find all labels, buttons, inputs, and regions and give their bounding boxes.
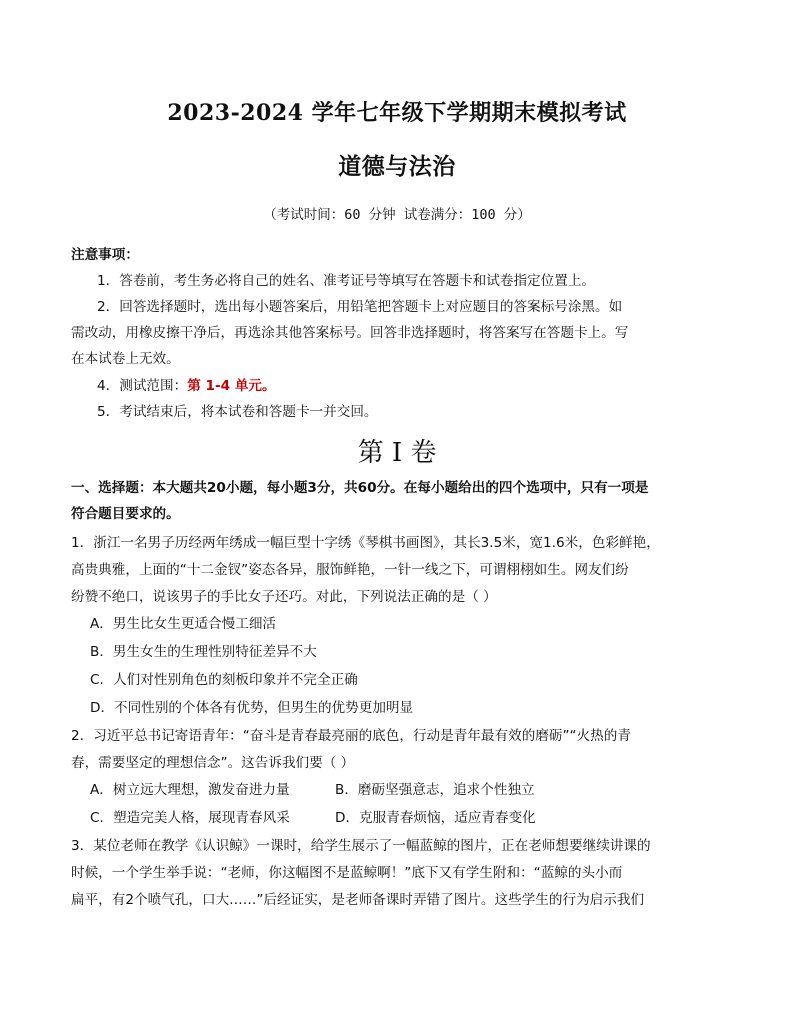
question-3-cont-2: 扁平，有2个喷气孔，口大……”后经证实，是老师备课时弄错了图片。这些学生的行为启示我们 xyxy=(71,892,645,908)
q2-option-c: C．塑造完美人格，展现青春风采 xyxy=(90,810,290,826)
q1-option-b: B．男生女生的生理性别特征差异不大 xyxy=(90,644,317,660)
volume-heading: 第 I 卷 xyxy=(357,438,437,468)
q1-option-a: A．男生比女生更适合慢工细活 xyxy=(90,616,277,632)
subject-title: 道德与法治 xyxy=(338,153,456,180)
q2-option-b: B．磨砺坚强意志，追求个性独立 xyxy=(335,782,535,798)
question-2: 2．习近平总书记寄语青年：“奋斗是青春最亮丽的底色，行动是青年最有效的磨砺”“火热的青 xyxy=(71,728,631,744)
note-item-2-end: 在本试卷上无效。 xyxy=(71,351,180,367)
note-item-4-prefix: 4．测试范围： xyxy=(97,378,188,394)
note-item-4 xyxy=(97,377,276,395)
exam-title: 2023-2024 学年七年级下学期期末模拟考试 xyxy=(167,100,627,126)
note-item-2-cont: 需改动，用橡皮擦干净后，再选涂其他答案标号。回答非选择题时，将答案写在答题卡上。写 xyxy=(71,325,629,341)
exam-info: （考试时间：60 分钟 试卷满分：100 分） xyxy=(263,207,531,223)
section-heading-cont: 符合题目要求的。 xyxy=(71,506,180,522)
note-item-1: 1．答卷前，考生务必将自己的姓名、准考证号等填写在答题卡和试卷指定位置上。 xyxy=(97,273,596,289)
q1-option-c: C．人们对性别角色的刻板印象并不完全正确 xyxy=(90,672,358,688)
section-heading: 一、选择题：本大题共20小题，每小题3分，共60分。在每小题给出的四个选项中，只有一项是 xyxy=(71,480,649,496)
question-3-cont: 时候，一个学生举手说：“老师，你这幅图不是蓝鲸啊！”底下又有学生附和：“蓝鲸的头小而 xyxy=(71,865,623,881)
question-1: 1．浙江一名男子历经两年绣成一幅巨型十字绣《琴棋书画图》，其长3.5米，宽1.6米，色彩鲜艳， xyxy=(71,535,660,551)
question-3: 3．某位老师在教学《认识鲸》一课时，给学生展示了一幅蓝鲸的图片，正在老师想要继续讲课的 xyxy=(71,838,651,854)
note-item-5: 5．考试结束后，将本试卷和答题卡一并交回。 xyxy=(97,404,378,420)
q1-option-d: D．不同性别的个体各有优势，但男生的优势更加明显 xyxy=(90,700,414,716)
question-2-cont: 春，需要坚定的理想信念”。这告诉我们要（ ） xyxy=(71,755,355,771)
q2-option-a: A．树立远大理想，激发奋进力量 xyxy=(90,782,290,798)
test-range: 第 1-4 单元。 xyxy=(187,378,276,394)
question-1-end: 纷赞不绝口，说该男子的手比女子还巧。对此，下列说法正确的是（ ） xyxy=(71,589,497,605)
notes-heading: 注意事项： xyxy=(71,247,139,263)
question-1-cont: 高贵典雅，上面的“十二金钗”姿态各异，服饰鲜艳，一针一线之下，可谓栩栩如生。网友们纷 xyxy=(71,562,629,578)
q2-option-d: D．克服青春烦恼，适应青春变化 xyxy=(335,810,536,826)
note-item-2: 2．回答选择题时，选出每小题答案后，用铅笔把答题卡上对应题目的答案标号涂黑。如 xyxy=(97,299,623,315)
